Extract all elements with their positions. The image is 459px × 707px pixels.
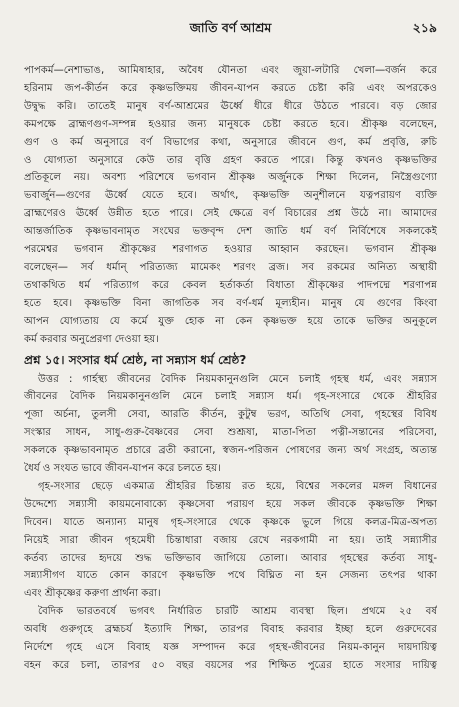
text-line: ভবার্জুন—গুণের ঊর্ধ্বে যেতে হবে। অর্থাৎ, কৃষ্ণভক্তি অনুশীলনে যত্নপরায়ণ ব্যক্তি bbox=[24, 190, 437, 202]
text-line: নির্দেশে গৃহে এসে বিবাহ যজ্ঞ সম্পাদন করে গৃহস্থ-জীবনের নিয়ম-কানুন দায়দায়িত্ব bbox=[24, 642, 437, 654]
text-line: দিবেন। যাতে অন্যান্য মানুষ গৃহ-সংসারে থেকে কৃষ্ণকে ভুলে গিয়ে কলত্র-মিত্র-অপত্য bbox=[24, 516, 437, 528]
text-line: গুণ ও কর্ম অনুসারে বর্ণ বিভাগের কথা, অনুসারে জীবনে গুণ, কর্ম প্রবৃত্তি, রুচি bbox=[24, 136, 437, 148]
text-line: ও যোগ্যতা অনুসারে কেউ তার বৃত্তি গ্রহণ করতে পারে। কিন্তু কখনও কৃষ্ণভক্তির bbox=[24, 154, 437, 166]
text-line: জীবনের বৈদিক নিয়মকানুনগুলি মেনে চলাই সন্ন্যাস ধর্ম। গৃহ-সংসারে থেকে শ্রীহরির bbox=[24, 391, 437, 403]
text-line: গৃহ-সংসার ছেড়ে একমাত্র শ্রীহরির চিন্তায় রত হয়ে, বিশ্বের সকলের মঙ্গল বিধানের bbox=[38, 480, 437, 492]
text-line: পরমেশ্বর ভগবান শ্রীকৃষ্ণের শরণাগত হওয়ার আহ্বান করছেন। ভগবান শ্রীকৃষ্ণ bbox=[24, 244, 437, 256]
question-heading: প্রশ্ন ১৫। সংসার ধর্ম শ্রেষ্ঠ, না সন্ন্যাস ধর্ম শ্রেষ্ঠ? bbox=[24, 352, 247, 367]
text-line: পূজা অর্চনা, তুলসী সেবা, আরতি কীর্তন, কুটুম্ব ভরণ, অতিথি সেবা, গৃহস্থের বিবিধ bbox=[24, 409, 437, 421]
text-line: নিয়েই সারা জীবন গৃহমেধী চিন্তাধারা বজায় রেখে নরকগামী না হয়। তাই সন্ন্যাসীর bbox=[24, 534, 437, 546]
text-line: অবধি গুরুগৃহে ব্রহ্মচর্য ইত্যাদি শিক্ষা, তারপর বিবাহ করবার ইচ্ছা হলে গুরুদেবের bbox=[24, 624, 437, 636]
text-line: ধৈর্য ও সংযত ভাবে জীবন-যাপন করে চলতে হয়। bbox=[24, 463, 221, 475]
text-line: বৈদিক ভারতবর্ষে ভগবৎ নির্ধারিত চারটি আশ্রম ব্যবস্থা ছিল। প্রথমে ২৫ বর্ষ bbox=[38, 606, 437, 618]
answer-paragraph bbox=[24, 371, 437, 478]
paragraph-3 bbox=[24, 478, 437, 603]
text-line: হতে হবে। কৃষ্ণভক্তি বিনা জাগতিক সব বর্ণ-ধর্ম মূল্যহীন। মানুষ যে গুণের কিংবা bbox=[24, 297, 437, 309]
body-text bbox=[24, 62, 437, 675]
paragraph-4 bbox=[24, 603, 437, 675]
text-line: কর্তব্য তাদের হৃদয়ে শুদ্ধ ভক্তিভাব জাগিয়ে তোলা। আবার গৃহস্থের কর্তব্য সাধু- bbox=[24, 552, 437, 564]
text-line: বহন করে চলা, তারপর ৫০ বছর বয়সের পর শিক্ষিত পুত্রের হাতে সংসার দায়িত্ব bbox=[24, 660, 437, 671]
text-line: হরিনাম জপ-কীর্তন করে কৃষ্ণভক্তিময় জীবন-যাপন করতে চেষ্টা করি এবং অপরকেও bbox=[24, 82, 437, 94]
page-number: ২১৯ bbox=[412, 20, 437, 35]
text-line: ব্রাহ্মণেরও ঊর্ধ্বে উন্নীত হতে পারে। সেই ক্ষেত্রে বর্ণ বিচারের প্রশ্ন উঠে না। আমাদের bbox=[24, 208, 437, 220]
text-line: পাপকর্ম—নেশাভাঙ, আমিষাহার, অবৈধ যৌনতা এবং জুয়া-লটারি খেলা—বর্জন করে bbox=[24, 65, 437, 76]
text-line: বলেছেন— সর্ব ধর্মান্ পরিত্যজ্য মামেকং শরণং ব্রজ। সব রকমের অনিত্য অস্থায়ী bbox=[24, 261, 437, 273]
text-line: এবং শ্রীকৃষ্ণের করুণা প্রার্থনা করা। bbox=[24, 588, 161, 600]
text-line: উদ্দেশ্যে সন্ন্যাসী কায়মনোবাক্যে কৃষ্ণসেবা পরায়ণ হয়ে সকল জীবকে কৃষ্ণভক্তি শিক্ষা bbox=[24, 498, 437, 510]
text-line: উদ্বুদ্ধ করি। তাতেই মানুষ বর্ণ-আশ্রমের ঊর্ধ্বে ধীরে ধীরে উঠতে পারবে। বড় জোর bbox=[24, 100, 437, 112]
running-title: জাতি বর্ণ আশ্রম bbox=[189, 20, 272, 35]
text-line: সংস্কার সাধন, সাধু-গুরু-বৈষ্ণবের সেবা শুশ্রূষা, মাতা-পিতা পত্নী-সন্তানের পরিসেবা, bbox=[24, 427, 437, 439]
text-line: আন্তর্জাতিক কৃষ্ণভাবনামৃত সংঘের ভক্তবৃন্দ দেশ জাতি ধর্ম বর্ণ নির্বিশেষে সকলকেই bbox=[24, 226, 437, 238]
paragraph-1 bbox=[24, 62, 437, 349]
text-line: কমপক্ষে ব্রাহ্মণগুণ-সম্পন্ন হওয়ার জন্য মানুষকে চেষ্টা করতে হবে। শ্রীকৃষ্ণ বলেছেন, bbox=[24, 118, 437, 130]
text-line: সকলকে কৃষ্ণভাবনামৃত প্রচারে ব্রতী করানো, স্বজন-পরিজন পোষণের জন্য অর্থ সংগ্রহ, অত্যন্ত bbox=[24, 445, 437, 457]
page-header bbox=[24, 0, 437, 44]
text-line: প্রতিকূলে নয়। অবশ্য পরিশেষে ভগবান শ্রীকৃষ্ণ অর্জুনকে শিক্ষা দিলেন, নিস্ত্রৈগুণ্যো bbox=[24, 172, 437, 184]
text-line: আপন যোগ্যতায় যে কর্মে যুক্ত হোক না কেন কৃষ্ণভক্ত হয়ে তাকে ভক্তির অনুকূলে bbox=[24, 315, 437, 327]
text-line: কর্ম করবার অনুপ্রেরণা দেওয়া হয়। bbox=[24, 333, 159, 345]
text-line: উত্তর : গার্হস্থ্য জীবনের বৈদিক নিয়মকানুনগুলি মেনে চলাই গৃহস্থ ধর্ম, এবং সন্ন্যাস bbox=[38, 373, 437, 385]
text-line: সন্ন্যাসীগণ যাতে কোন কারণে কৃষ্ণভক্তি পথে বিঘ্নিত না হন সেজন্য তৎপর থাকা bbox=[24, 570, 437, 582]
text-line: তথাকথিত ধর্ম পরিত্যাগ করে কেবল হর্তাকর্তা বিধাতা শ্রীকৃষ্ণের পাদপদ্মে শরণাপন্ন bbox=[24, 279, 437, 291]
